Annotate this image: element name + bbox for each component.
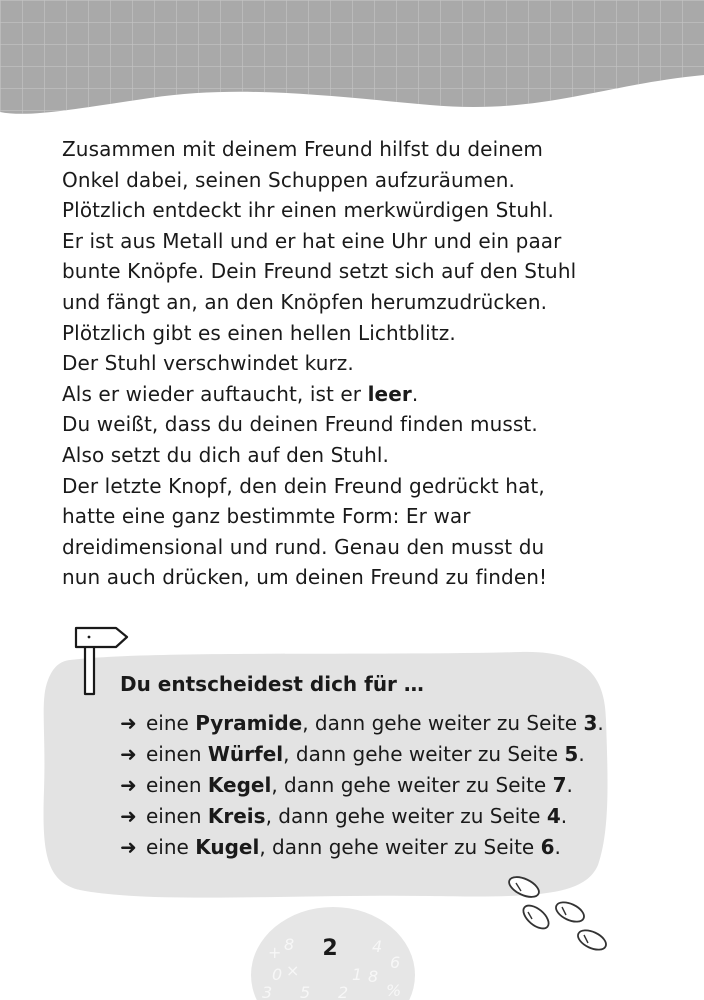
svg-text:%: % xyxy=(386,981,402,1000)
svg-text:×: × xyxy=(286,961,300,980)
choice-text: einen xyxy=(146,773,208,797)
choice-list xyxy=(120,708,604,863)
choice-text: , dann gehe weiter zu Seite xyxy=(259,835,541,859)
choice-text: . xyxy=(578,742,585,766)
story-line xyxy=(62,134,662,165)
story-text-segment: Als er wieder auftaucht, ist er xyxy=(62,381,368,406)
story-text-segment: hatte eine ganz bestimmte Form: Er war xyxy=(62,504,471,529)
choice-shape-name: Kegel xyxy=(207,773,272,797)
story-line xyxy=(62,409,662,440)
choice-text: , dann gehe weiter zu Seite xyxy=(265,804,547,828)
choice-text: einen xyxy=(146,804,208,828)
choice-text: . xyxy=(597,711,604,735)
story-text-segment: . xyxy=(411,381,419,406)
choice-heading: Du entscheidest dich für … xyxy=(120,672,424,696)
story-line xyxy=(62,348,662,379)
choice-text: , dann gehe weiter zu Seite xyxy=(302,711,584,735)
story-line xyxy=(62,226,662,257)
choice-target-page: 3 xyxy=(583,711,598,735)
story-line xyxy=(62,287,662,318)
arrow-icon: ➜ xyxy=(120,804,137,828)
story-text-segment: Er ist aus Metall und er hat eine Uhr und ein paar xyxy=(62,228,562,253)
story-text-segment: Also setzt du dich auf den Stuhl. xyxy=(62,442,389,467)
choice-shape-name: Kugel xyxy=(195,835,260,859)
choice-option xyxy=(120,708,604,739)
choice-target-page: 6 xyxy=(540,835,555,859)
story-text xyxy=(62,134,662,593)
svg-text:8: 8 xyxy=(368,967,379,986)
story-line xyxy=(62,165,662,196)
page-number: 2 xyxy=(322,936,338,961)
story-line xyxy=(62,532,662,563)
story-text-segment: Der letzte Knopf, den dein Freund gedrückt hat, xyxy=(62,473,545,498)
choice-shape-name: Würfel xyxy=(207,742,284,766)
story-text-segment: dreidimensional und rund. Genau den musst du xyxy=(62,534,545,559)
choice-target-page: 4 xyxy=(546,804,561,828)
arrow-icon: ➜ xyxy=(120,711,137,735)
story-line xyxy=(62,379,662,410)
choice-target-page: 7 xyxy=(552,773,567,797)
story-line xyxy=(62,195,662,226)
story-line xyxy=(62,501,662,532)
choice-text: eine xyxy=(146,835,196,859)
story-text-segment: Der Stuhl verschwindet kurz. xyxy=(62,351,354,376)
choice-option xyxy=(120,739,604,770)
choice-target-page: 5 xyxy=(564,742,579,766)
story-line xyxy=(62,562,662,593)
svg-text:5: 5 xyxy=(300,983,311,1000)
story-line xyxy=(62,256,662,287)
choice-option xyxy=(120,832,604,863)
svg-text:8: 8 xyxy=(284,935,295,954)
choice-text: einen xyxy=(146,742,208,766)
emphasis-word: leer xyxy=(367,381,412,406)
choice-text: , dann gehe weiter zu Seite xyxy=(283,742,565,766)
choice-option xyxy=(120,770,604,801)
choice-option xyxy=(120,801,604,832)
story-text-segment: Du weißt, dass du deinen Freund finden musst. xyxy=(62,412,538,437)
arrow-icon: ➜ xyxy=(120,773,137,797)
story-line xyxy=(62,471,662,502)
story-text-segment: Onkel dabei, seinen Schuppen aufzuräumen. xyxy=(62,167,516,192)
story-line xyxy=(62,440,662,471)
arrow-icon: ➜ xyxy=(120,835,137,859)
story-text-segment: und fängt an, an den Knöpfen herumzudrücken. xyxy=(62,289,548,314)
svg-text:+: + xyxy=(268,943,282,962)
svg-text:6: 6 xyxy=(390,953,401,972)
story-text-segment: Plötzlich entdeckt ihr einen merkwürdigen Stuhl. xyxy=(62,198,555,223)
choice-text: . xyxy=(554,835,561,859)
choice-text: , dann gehe weiter zu Seite xyxy=(271,773,553,797)
story-text-segment: bunte Knöpfe. Dein Freund setzt sich auf den Stuhl xyxy=(62,259,577,284)
choice-shape-name: Pyramide xyxy=(195,711,303,735)
choice-text: . xyxy=(566,773,573,797)
story-text-segment: Plötzlich gibt es einen hellen Lichtblitz. xyxy=(62,320,456,345)
footprints-icon xyxy=(500,870,620,960)
svg-text:0: 0 xyxy=(272,965,283,984)
svg-text:4: 4 xyxy=(372,937,383,956)
header-grid-band xyxy=(0,0,704,140)
svg-text:3: 3 xyxy=(262,983,273,1000)
story-line xyxy=(62,318,662,349)
choice-text: eine xyxy=(146,711,196,735)
story-text-segment: Zusammen mit deinem Freund hilfst du deinem xyxy=(62,137,544,161)
svg-text:2: 2 xyxy=(338,983,349,1000)
svg-text:1: 1 xyxy=(352,965,363,984)
arrow-icon: ➜ xyxy=(120,742,137,766)
choice-text: . xyxy=(560,804,568,828)
story-text-segment: nun auch drücken, um deinen Freund zu finden! xyxy=(62,565,548,590)
choice-shape-name: Kreis xyxy=(207,804,266,828)
